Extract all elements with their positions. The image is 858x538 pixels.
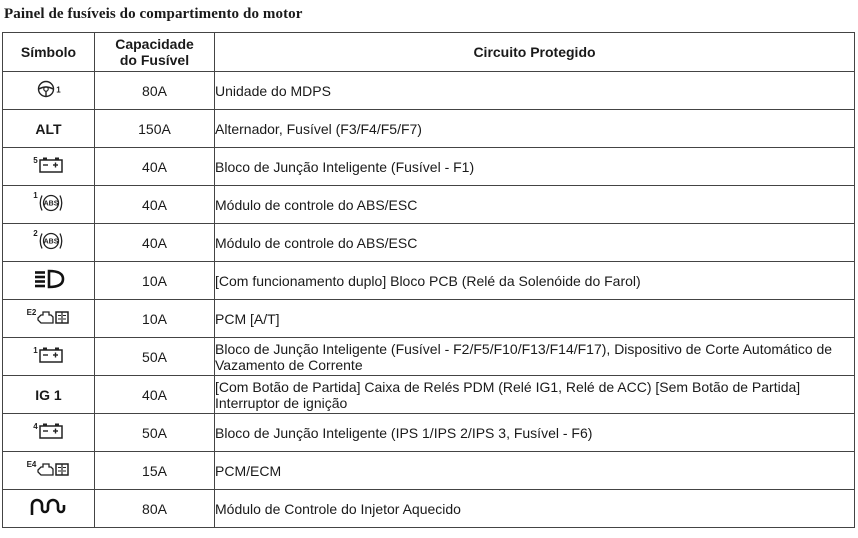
table-row [3,110,855,148]
cell-capacity: 10A [95,300,215,338]
cell-capacity: 40A [95,186,215,224]
table-row [3,224,855,262]
cell-circuit: Bloco de Junção Inteligente (IPS 1/IPS 2/IPS 3, Fusível - F6) [215,414,855,452]
cell-circuit: PCM/ECM [215,452,855,490]
page-title: Painel de fusíveis do compartimento do motor [4,6,303,22]
header-circuit: Circuito Protegido [215,33,855,72]
abs-icon [33,230,63,255]
cell-circuit: [Com Botão de Partida] Caixa de Relés PDM (Relé IG1, Relé de ACC) [Sem Botão de Partida] Interruptor de ignição [215,376,855,414]
cell-symbol [3,452,95,490]
cell-capacity: 50A [95,414,215,452]
table-row [3,300,855,338]
table-row [3,338,855,376]
table-row [3,148,855,186]
battery-icon [33,423,63,442]
headlamp-icon [32,269,66,292]
header-capacity-line2: do Fusível [119,52,190,68]
abs-icon [33,192,63,217]
cell-circuit: Módulo de controle do ABS/ESC [215,224,855,262]
header-symbol: Símbolo [3,33,95,72]
battery-icon [33,347,63,366]
cell-symbol [3,300,95,338]
table-row [3,186,855,224]
fuse-table [2,32,855,528]
cell-capacity: 50A [95,338,215,376]
cell-symbol [3,490,95,528]
symbol-text: ALT [35,120,62,137]
header-capacity [95,33,215,72]
cell-symbol [3,72,95,110]
cell-capacity: 40A [95,148,215,186]
cell-capacity: 40A [95,224,215,262]
battery-icon [33,157,63,176]
table-header-row [3,33,855,72]
cell-symbol [3,110,95,148]
symbol-superscript: E2 [26,308,37,317]
table-row [3,376,855,414]
cell-symbol [3,414,95,452]
table-row [3,72,855,110]
glow-plug-icon [29,496,69,521]
symbol-superscript: 1 [33,191,38,200]
cell-circuit: Alternador, Fusível (F3/F4/F5/F7) [215,110,855,148]
cell-circuit: Bloco de Junção Inteligente (Fusível - F2/F5/F10/F13/F14/F17), Dispositivo de Corte Automático de Vazamento de Corrente [215,338,855,376]
cell-symbol [3,186,95,224]
cell-circuit: Bloco de Junção Inteligente (Fusível - F1) [215,148,855,186]
cell-capacity: 80A [95,72,215,110]
cell-capacity: 10A [95,262,215,300]
cell-capacity: 15A [95,452,215,490]
svg-text:ABS: ABS [43,200,59,208]
cell-capacity: 150A [95,110,215,148]
cell-circuit: PCM [A/T] [215,300,855,338]
cell-symbol [3,224,95,262]
cell-capacity: 40A [95,376,215,414]
symbol-superscript: 1 [33,346,38,355]
symbol-superscript: 1 [56,85,61,95]
cell-capacity: 80A [95,490,215,528]
engine-check-icon [27,309,71,328]
svg-text:ABS: ABS [43,238,59,246]
steering-wheel-icon [36,80,60,101]
cell-circuit: Unidade do MDPS [215,72,855,110]
cell-circuit: Módulo de Controle do Injetor Aquecido [215,490,855,528]
cell-symbol [3,148,95,186]
table-row [3,414,855,452]
table-row [3,452,855,490]
cell-symbol [3,338,95,376]
table-row [3,490,855,528]
cell-circuit: [Com funcionamento duplo] Bloco PCB (Relé da Solenóide do Farol) [215,262,855,300]
cell-symbol [3,376,95,414]
engine-check-icon [27,461,71,480]
header-capacity-line1: Capacidade [115,36,194,52]
symbol-superscript: 2 [33,229,38,238]
symbol-superscript: 5 [33,156,38,165]
cell-circuit: Módulo de controle do ABS/ESC [215,186,855,224]
symbol-superscript: E4 [26,460,37,469]
symbol-text: IG 1 [35,386,62,403]
table-row [3,262,855,300]
cell-symbol [3,262,95,300]
symbol-superscript: 4 [33,422,38,431]
